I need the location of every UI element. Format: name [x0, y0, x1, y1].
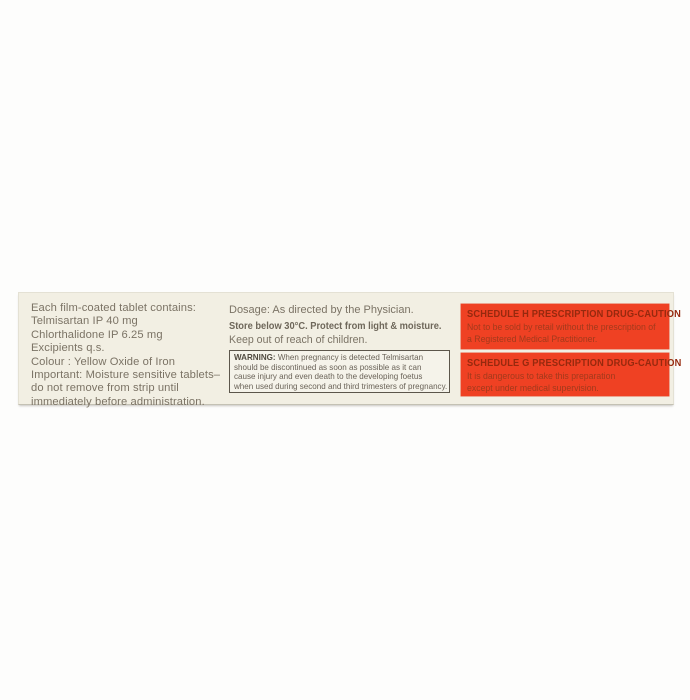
- storage-instruction-text: Store below 30°C. Protect from light & moisture.: [229, 321, 442, 332]
- composition-line: immediately before administration.: [31, 395, 205, 408]
- composition-line: Telmisartan IP 40 mg: [31, 315, 138, 328]
- warning-label: WARNING:: [234, 352, 276, 362]
- schedule-g-line: It is dangerous to take this preparation: [467, 370, 616, 381]
- composition-text-block: [31, 302, 241, 409]
- schedule-h-title: SCHEDULE H PRESCRIPTION DRUG-CAUTION: [467, 309, 681, 320]
- composition-line: Important: Moisture sensitive tablets–: [31, 369, 221, 382]
- keep-away-from-children-text: Keep out of reach of children.: [229, 334, 368, 346]
- schedule-g-title: SCHEDULE G PRESCRIPTION DRUG-CAUTION: [467, 358, 682, 369]
- schedule-g-line: except under medical supervision.: [467, 382, 599, 394]
- composition-line: do not remove from strip until: [31, 382, 179, 395]
- schedule-g-caution-box: [461, 353, 682, 396]
- schedule-h-line: Not to be sold by retail without the prescription of: [467, 321, 656, 332]
- composition-line: Chlorthalidone IP 6.25 mg: [31, 328, 163, 341]
- warning-line: should be discontinued as soon as possible as it can: [234, 361, 422, 372]
- schedule-h-line: a Registered Medical Practitioner.: [467, 333, 598, 345]
- warning-line-text: When pregnancy is detected Telmisartan: [275, 352, 424, 362]
- pregnancy-warning-box: [229, 350, 450, 393]
- dosage-text: Dosage: As directed by the Physician.: [229, 304, 414, 316]
- warning-line: cause injury and even death to the developing foetus: [234, 371, 423, 382]
- schedule-h-caution-box: [461, 304, 681, 349]
- carton-back-panel: [18, 292, 682, 408]
- composition-line: Each film-coated tablet contains:: [31, 302, 196, 314]
- warning-line: when used during second and third trimesters of pregnancy.: [234, 380, 448, 391]
- composition-line: Colour : Yellow Oxide of Iron: [31, 355, 176, 368]
- composition-line: Excipients q.s.: [31, 342, 105, 355]
